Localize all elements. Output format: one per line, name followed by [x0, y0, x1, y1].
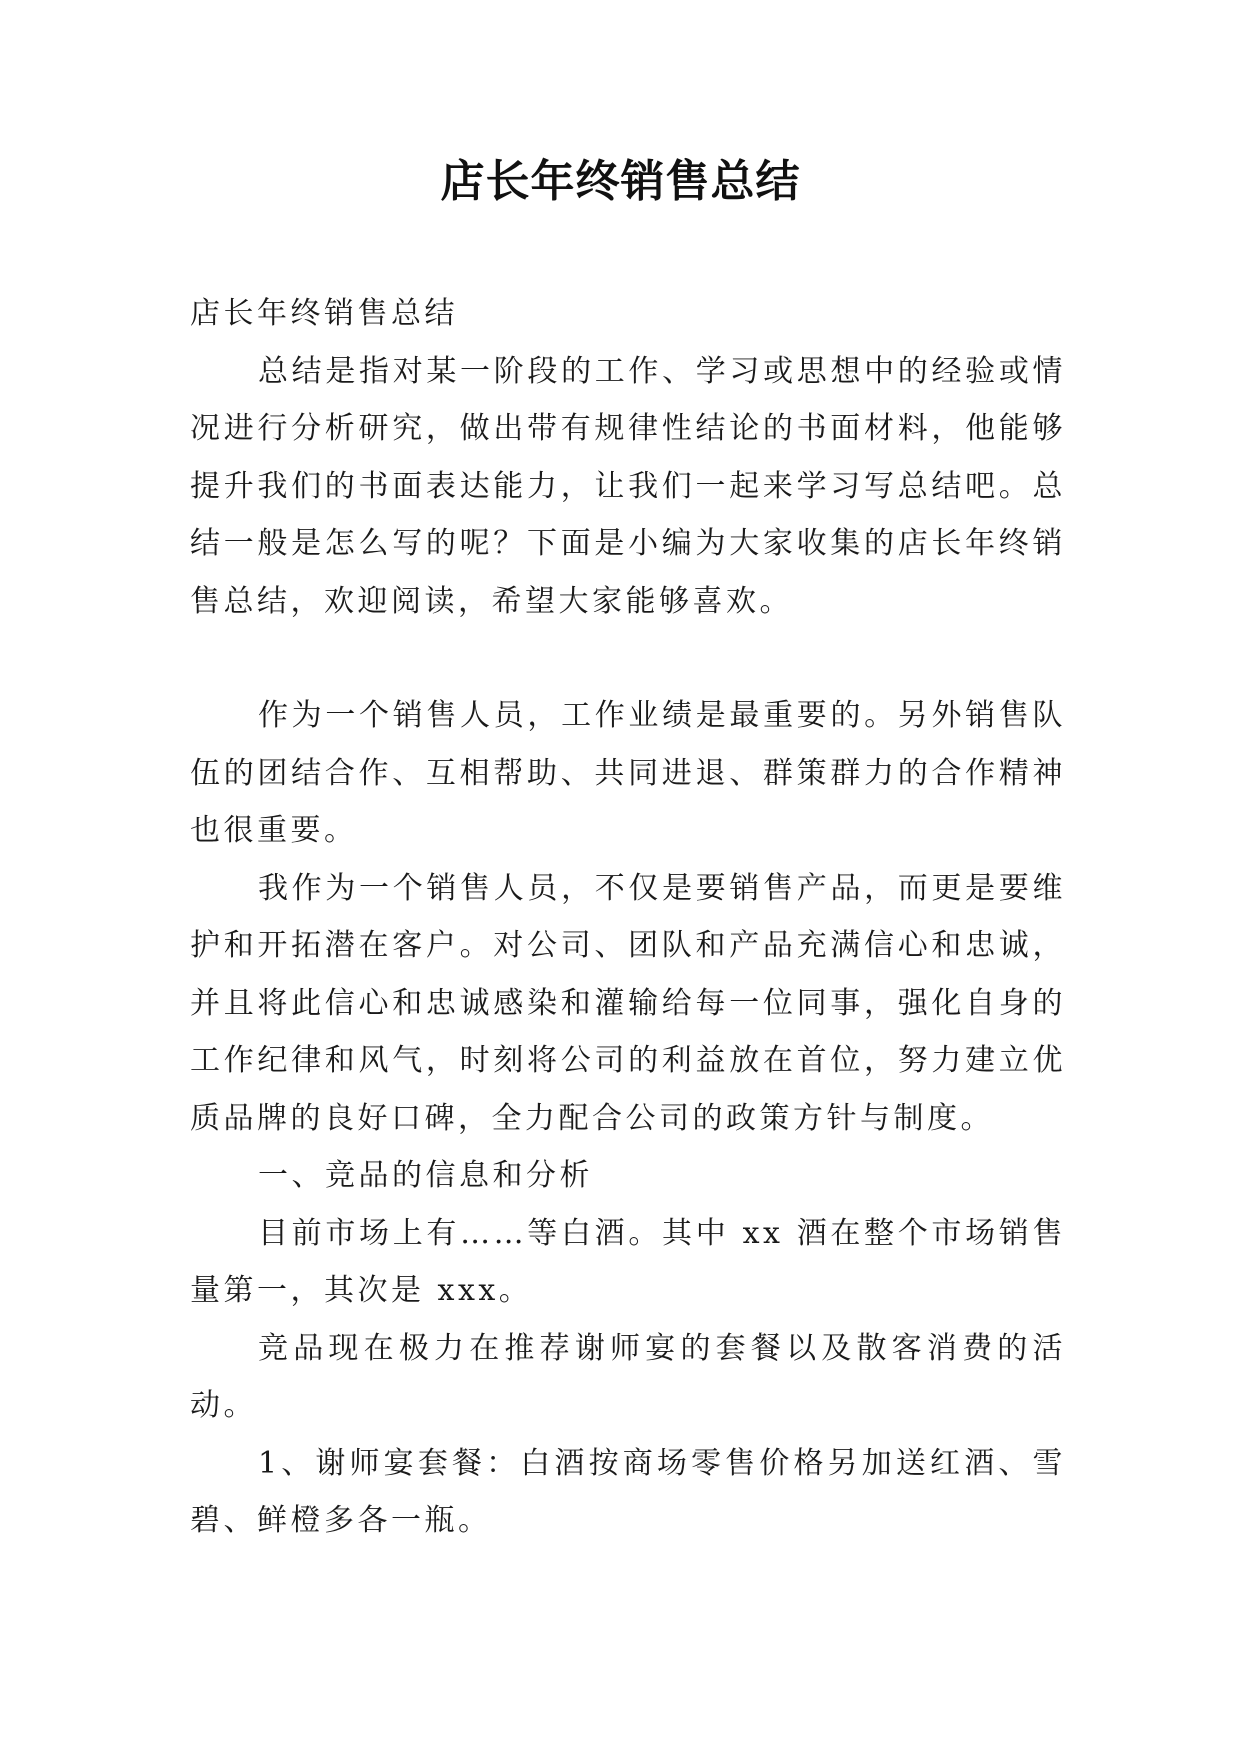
list-item-package: 1、谢师宴套餐：白酒按商场零售价格另加送红酒、雪碧、鲜橙多各一瓶。	[190, 1445, 1066, 1538]
document-title: 店长年终销售总结	[440, 156, 801, 207]
paragraph-intro: 总结是指对某一阶段的工作、学习或思想中的经验或情况进行分析研究，做出带有规律性结论的书面材料，他能够提升我们的书面表达能力，让我们一起来学习写总结吧。总结一般是怎么写的呢？下面是小编为大家收集的店长年终销售总结，欢迎阅读，希望大家能够喜欢。	[190, 353, 1066, 619]
body-heading: 店长年终销售总结	[190, 296, 458, 331]
section-heading-competitors: 一、竞品的信息和分析	[258, 1158, 593, 1193]
paragraph-self-role: 我作为一个销售人员，不仅是要销售产品，而更是要维护和开拓潜在客户。对公司、团队和产品充满信心和忠诚，并且将此信心和忠诚感染和灌输给每一位同事，强化自身的工作纪律和风气，时刻将公司的利益放在首位，努力建立优质品牌的良好口碑，全力配合公司的政策方针与制度。	[190, 870, 1066, 1136]
paragraph-sales-performance: 作为一个销售人员，工作业绩是最重要的。另外销售队伍的团结合作、互相帮助、共同进退、群策群力的合作精神也很重要。	[190, 698, 1066, 848]
paragraph-competitor-promotion: 竞品现在极力在推荐谢师宴的套餐以及散客消费的活动。	[190, 1330, 1066, 1423]
paragraph-market: 目前市场上有……等白酒。其中 xx 酒在整个市场销售量第一，其次是 xxx。	[190, 1215, 1066, 1308]
paragraph-gap	[190, 630, 1066, 687]
document-body	[190, 285, 1066, 1550]
